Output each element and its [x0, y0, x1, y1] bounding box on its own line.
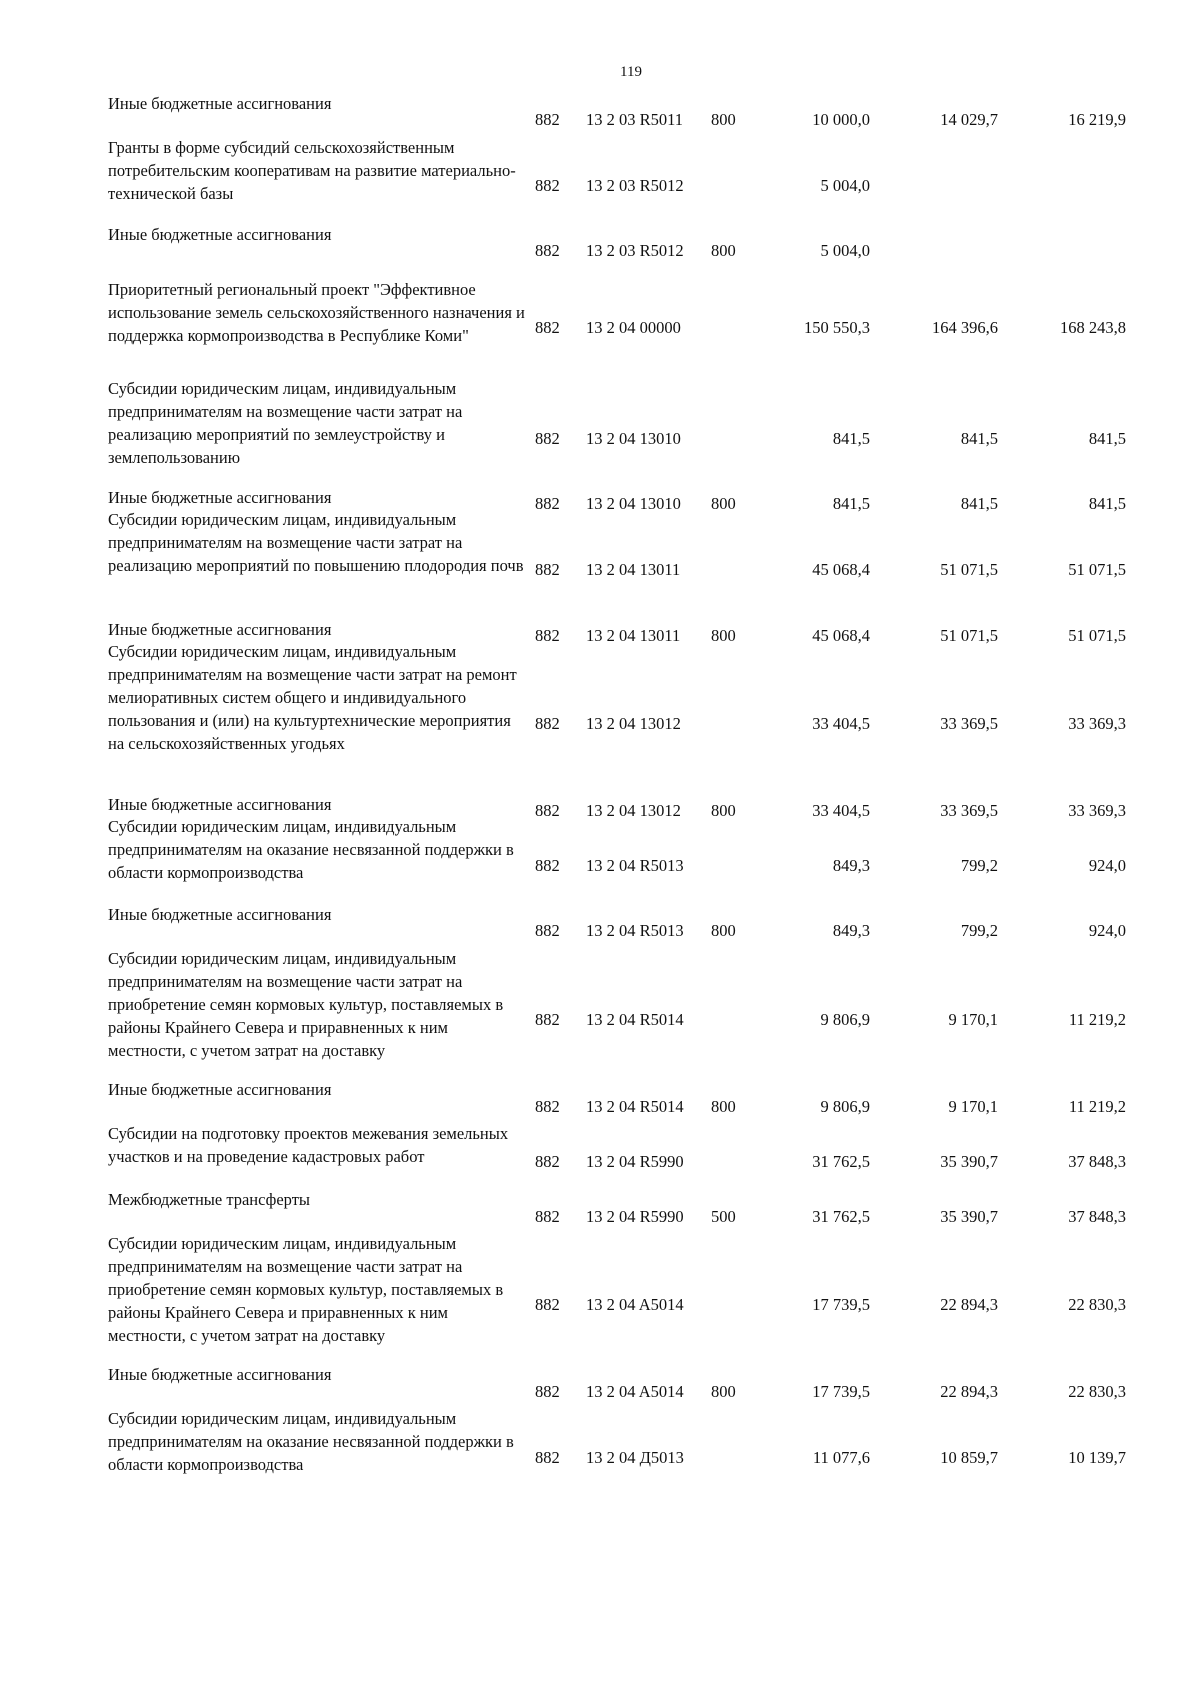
target-article-code: 13 2 04 13012 [586, 801, 681, 820]
target-article-code: 13 2 04 00000 [586, 318, 681, 337]
row-name: Приоритетный региональный проект "Эффективное использование земель сельскохозяйственного назначения и поддержка кормопроизводства в Республике Коми" [108, 280, 525, 345]
amount-year-2: 9 170,1 [948, 1097, 998, 1116]
amount-year-2: 51 071,5 [940, 626, 998, 645]
amount-year-1: 5 004,0 [820, 176, 870, 195]
dept-code: 882 [535, 1010, 560, 1029]
row-name: Субсидии юридическим лицам, индивидуальным предпринимателям на возмещение части затрат на ремонт мелиоративных систем общего и индивидуального пользования и (или) на культуртехнические мероприятия на сельскохозяйственных угодьях [108, 642, 517, 753]
expense-type-code: 800 [711, 1097, 736, 1116]
row-name: Субсидии юридическим лицам, индивидуальным предпринимателям на возмещение части затрат на приобретение семян кормовых культур, поставляемых в районы Крайнего Севера и приравненных к ним местности, с учетом затрат на доставку [108, 1234, 504, 1345]
amount-year-2: 799,2 [960, 921, 998, 940]
amount-year-1: 33 404,5 [812, 801, 870, 820]
amount-year-2: 51 071,5 [940, 560, 998, 579]
dept-code: 882 [535, 1382, 560, 1401]
target-article-code: 13 2 04 13011 [586, 626, 681, 645]
amount-year-3: 924,0 [1088, 856, 1126, 875]
amount-year-1: 45 068,4 [812, 626, 870, 645]
dept-code: 882 [535, 241, 560, 260]
amount-year-3: 924,0 [1088, 921, 1126, 940]
dept-code: 882 [535, 921, 560, 940]
amount-year-3: 33 369,3 [1068, 714, 1126, 733]
row-name: Иные бюджетные ассигнования [108, 94, 332, 113]
amount-year-1: 9 806,9 [820, 1010, 870, 1029]
expense-type-code: 800 [711, 1382, 736, 1401]
dept-code: 882 [535, 176, 560, 195]
amount-year-2: 10 859,7 [940, 1448, 998, 1467]
row-name: Иные бюджетные ассигнования [108, 795, 332, 814]
amount-year-1: 45 068,4 [812, 560, 870, 579]
expense-type-code: 800 [711, 110, 736, 129]
dept-code: 882 [535, 1207, 560, 1226]
amount-year-2: 841,5 [960, 429, 998, 448]
dept-code: 882 [535, 714, 560, 733]
row-name: Субсидии юридическим лицам, индивидуальным предпринимателям на возмещение части затрат на приобретение семян кормовых культур, поставляемых в районы Крайнего Севера и приравненных к ним местности, с учетом затрат на доставку [108, 949, 504, 1060]
row-name: Межбюджетные трансферты [108, 1190, 311, 1209]
amount-year-1: 841,5 [832, 494, 870, 513]
amount-year-2: 35 390,7 [940, 1152, 998, 1171]
target-article-code: 13 2 04 R5013 [586, 921, 684, 940]
amount-year-3: 33 369,3 [1068, 801, 1126, 820]
expense-type-code: 500 [711, 1207, 736, 1226]
amount-year-1: 5 004,0 [820, 241, 870, 260]
row-name: Иные бюджетные ассигнования [108, 1080, 332, 1099]
amount-year-3: 841,5 [1088, 429, 1126, 448]
dept-code: 882 [535, 318, 560, 337]
row-name: Иные бюджетные ассигнования [108, 488, 332, 507]
amount-year-1: 17 739,5 [812, 1382, 870, 1401]
target-article-code: 13 2 04 A5014 [586, 1382, 684, 1401]
target-article-code: 13 2 04 Д5013 [586, 1448, 684, 1467]
dept-code: 882 [535, 429, 560, 448]
dept-code: 882 [535, 560, 560, 579]
row-name: Субсидии юридическим лицам, индивидуальным предпринимателям на возмещение части затрат на реализацию мероприятий по повышению плодородия почв [108, 510, 524, 575]
row-name: Иные бюджетные ассигнования [108, 620, 332, 639]
row-name: Субсидии юридическим лицам, индивидуальным предпринимателям на оказание несвязанной поддержки в области кормопроизводства [108, 1409, 514, 1474]
amount-year-2: 33 369,5 [940, 714, 998, 733]
amount-year-1: 17 739,5 [812, 1295, 870, 1314]
amount-year-1: 150 550,3 [804, 318, 870, 337]
dept-code: 882 [535, 856, 560, 875]
amount-year-2: 841,5 [960, 494, 998, 513]
amount-year-2: 14 029,7 [940, 110, 998, 129]
amount-year-2: 164 396,6 [932, 318, 998, 337]
row-name: Субсидии юридическим лицам, индивидуальным предпринимателям на возмещение части затрат на реализацию мероприятий по землеустройству и землепользованию [108, 379, 463, 467]
amount-year-3: 37 848,3 [1068, 1152, 1126, 1171]
dept-code: 882 [535, 110, 560, 129]
target-article-code: 13 2 04 13011 [586, 560, 681, 579]
target-article-code: 13 2 04 13010 [586, 429, 681, 448]
amount-year-1: 841,5 [832, 429, 870, 448]
row-name: Иные бюджетные ассигнования [108, 225, 332, 244]
dept-code: 882 [535, 801, 560, 820]
amount-year-2: 35 390,7 [940, 1207, 998, 1226]
amount-year-3: 841,5 [1088, 494, 1126, 513]
amount-year-3: 51 071,5 [1068, 560, 1126, 579]
amount-year-1: 9 806,9 [820, 1097, 870, 1116]
target-article-code: 13 2 04 A5014 [586, 1295, 684, 1314]
dept-code: 882 [535, 1097, 560, 1116]
amount-year-3: 11 219,2 [1068, 1010, 1126, 1029]
target-article-code: 13 2 04 R5014 [586, 1010, 684, 1029]
amount-year-1: 31 762,5 [812, 1152, 870, 1171]
amount-year-1: 849,3 [832, 856, 870, 875]
dept-code: 882 [535, 1152, 560, 1171]
row-name: Иные бюджетные ассигнования [108, 905, 332, 924]
amount-year-3: 22 830,3 [1068, 1382, 1126, 1401]
amount-year-2: 22 894,3 [940, 1382, 998, 1401]
target-article-code: 13 2 04 13012 [586, 714, 681, 733]
target-article-code: 13 2 04 R5990 [586, 1207, 684, 1226]
target-article-code: 13 2 03 R5011 [586, 110, 684, 129]
amount-year-3: 10 139,7 [1068, 1448, 1126, 1467]
amount-year-1: 11 077,6 [812, 1448, 870, 1467]
expense-type-code: 800 [711, 921, 736, 940]
amount-year-1: 10 000,0 [812, 110, 870, 129]
amount-year-1: 33 404,5 [812, 714, 870, 733]
dept-code: 882 [535, 1448, 560, 1467]
target-article-code: 13 2 04 R5014 [586, 1097, 684, 1116]
amount-year-3: 16 219,9 [1068, 110, 1126, 129]
amount-year-2: 33 369,5 [940, 801, 998, 820]
amount-year-2: 799,2 [960, 856, 998, 875]
amount-year-3: 22 830,3 [1068, 1295, 1126, 1314]
dept-code: 882 [535, 626, 560, 645]
target-article-code: 13 2 03 R5012 [586, 241, 684, 260]
target-article-code: 13 2 03 R5012 [586, 176, 684, 195]
row-name: Субсидии на подготовку проектов межевания земельных участков и на проведение кадастровых работ [108, 1124, 509, 1166]
dept-code: 882 [535, 494, 560, 513]
page-number: 119 [620, 64, 642, 80]
expense-type-code: 800 [711, 801, 736, 820]
row-name: Субсидии юридическим лицам, индивидуальным предпринимателям на оказание несвязанной поддержки в области кормопроизводства [108, 817, 514, 882]
row-name: Иные бюджетные ассигнования [108, 1365, 332, 1384]
amount-year-3: 168 243,8 [1060, 318, 1126, 337]
expense-type-code: 800 [711, 241, 736, 260]
target-article-code: 13 2 04 13010 [586, 494, 681, 513]
amount-year-3: 11 219,2 [1068, 1097, 1126, 1116]
amount-year-3: 51 071,5 [1068, 626, 1126, 645]
amount-year-2: 22 894,3 [940, 1295, 998, 1314]
expense-type-code: 800 [711, 626, 736, 645]
expense-type-code: 800 [711, 494, 736, 513]
target-article-code: 13 2 04 R5990 [586, 1152, 684, 1171]
amount-year-1: 849,3 [832, 921, 870, 940]
amount-year-3: 37 848,3 [1068, 1207, 1126, 1226]
dept-code: 882 [535, 1295, 560, 1314]
row-name: Гранты в форме субсидий сельскохозяйственным потребительским кооперативам на развитие материально-технической базы [108, 138, 516, 203]
target-article-code: 13 2 04 R5013 [586, 856, 684, 875]
amount-year-2: 9 170,1 [948, 1010, 998, 1029]
amount-year-1: 31 762,5 [812, 1207, 870, 1226]
